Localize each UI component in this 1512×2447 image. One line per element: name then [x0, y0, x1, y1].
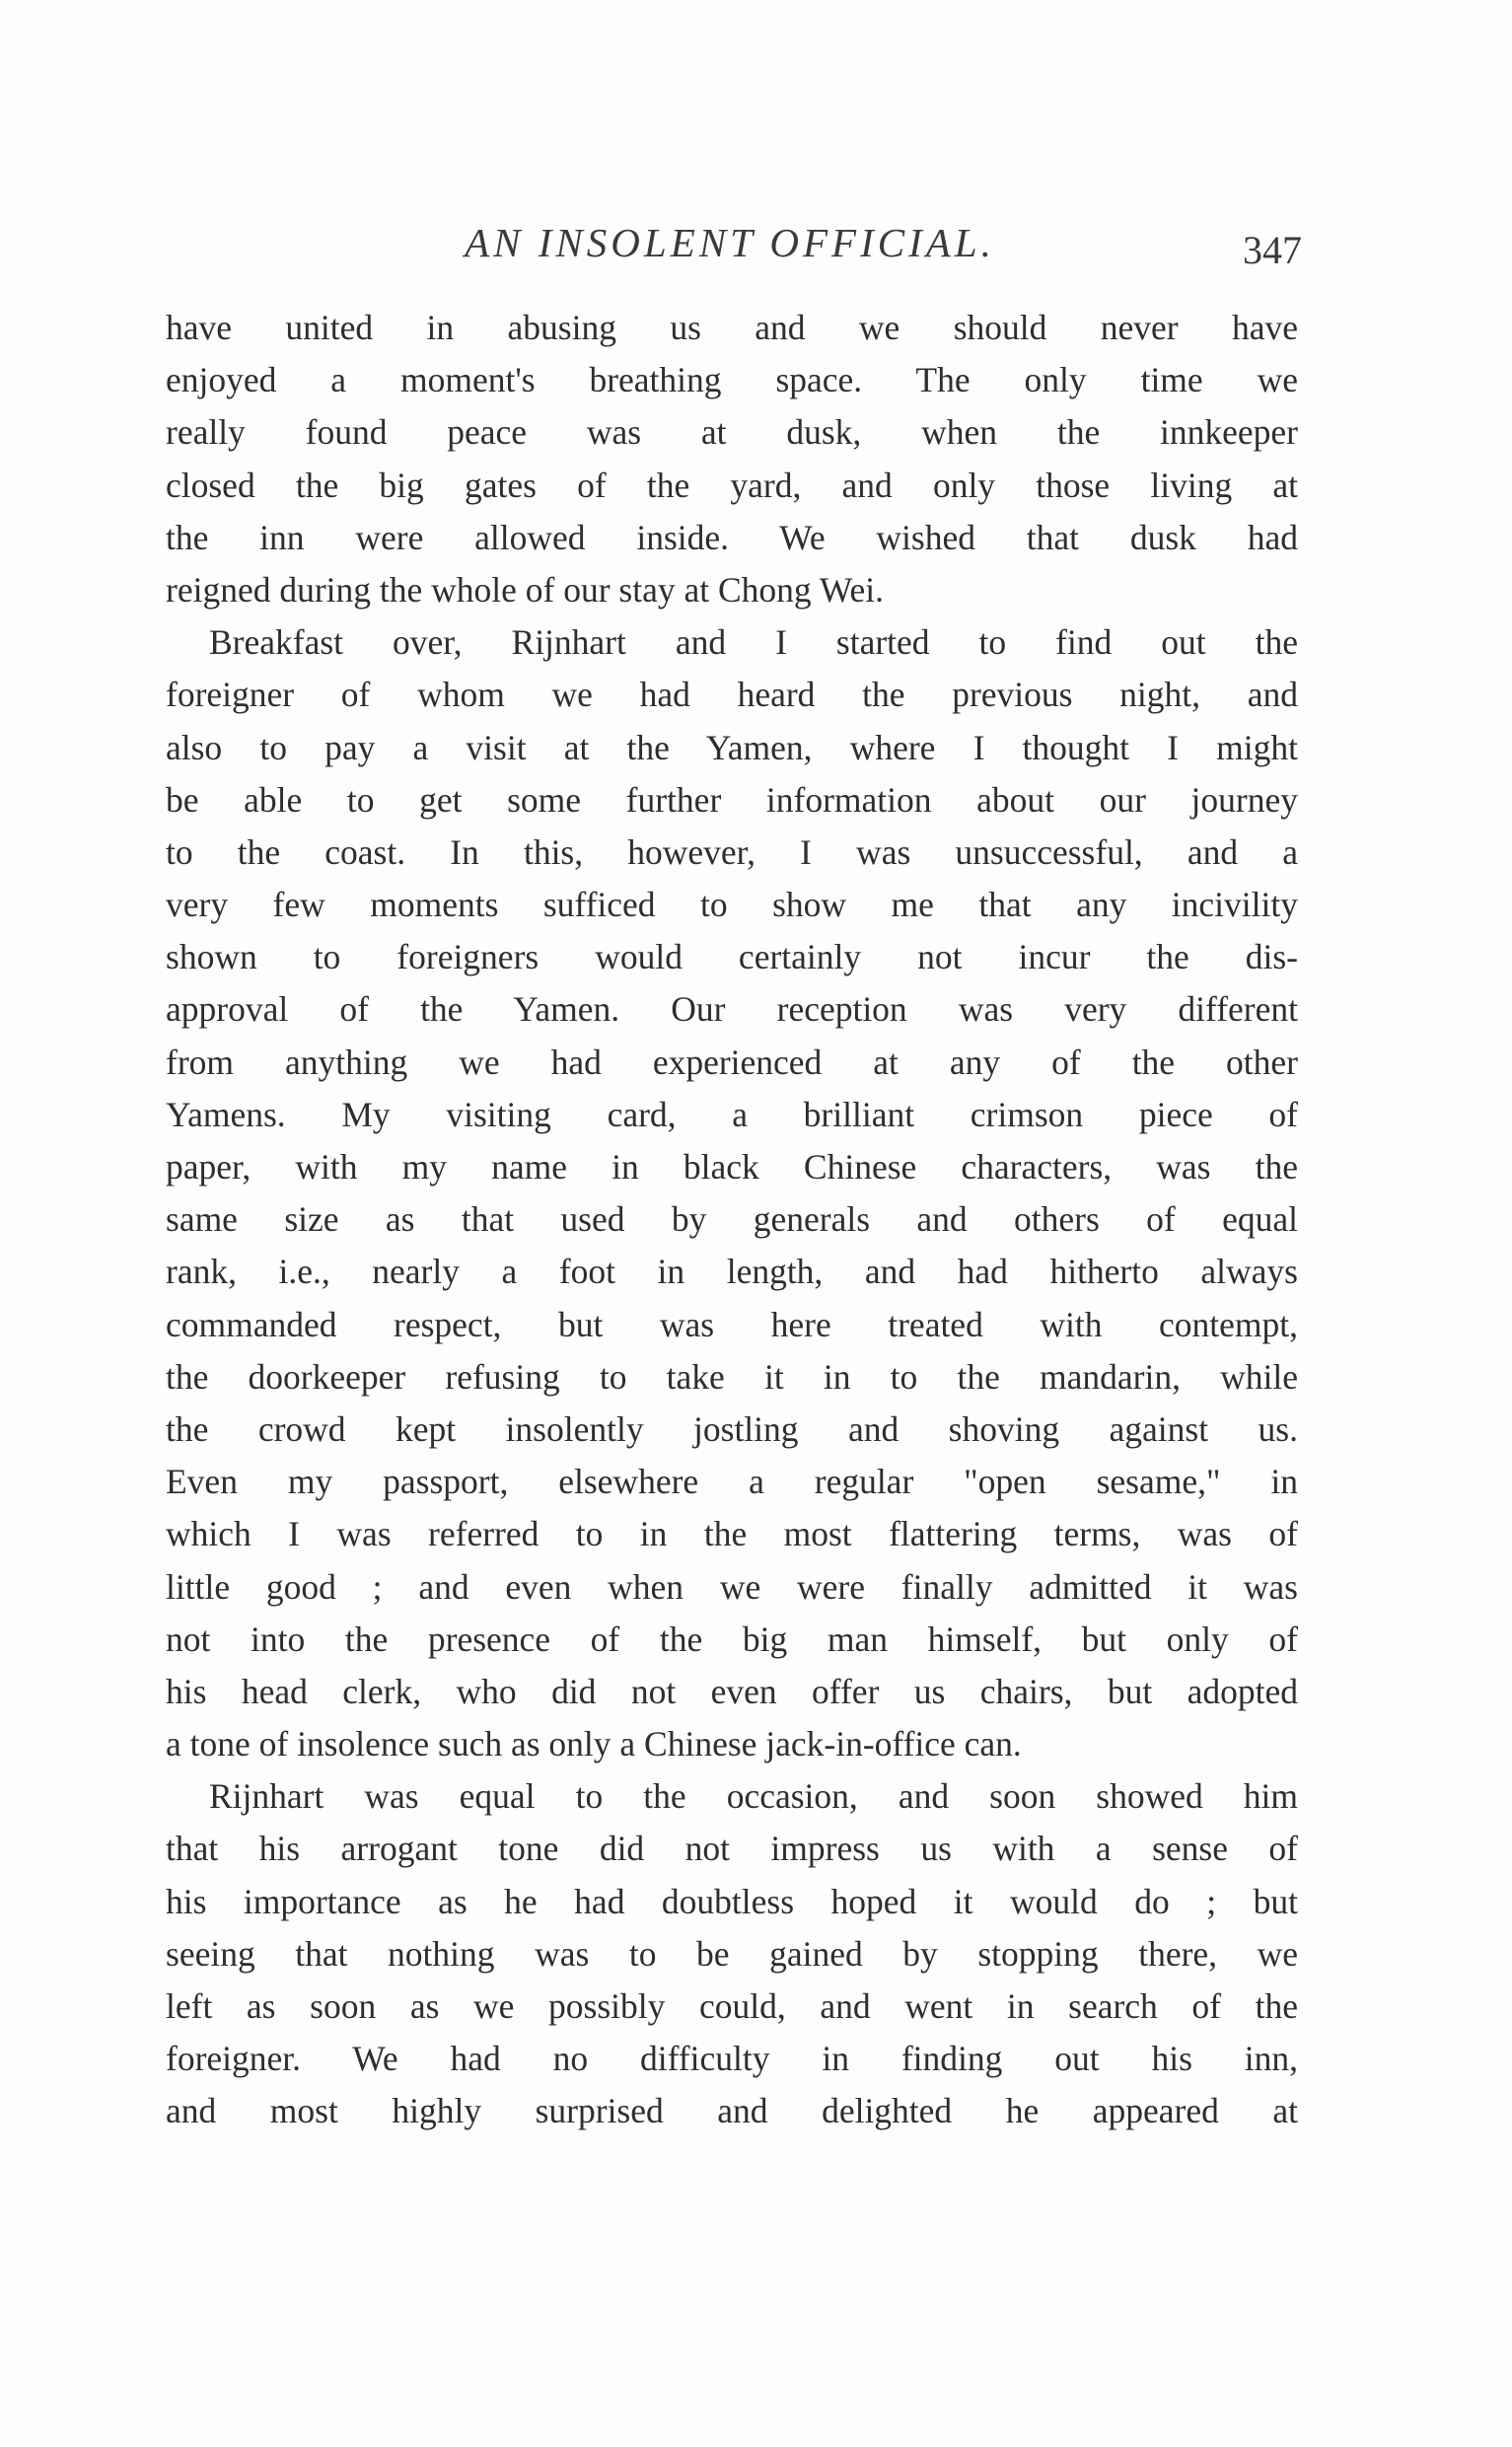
text-line: the doorkeeper refusing to take it in to the mandarin, while — [166, 1356, 1298, 1397]
text-line: little good ; and even when we were finally admitted it was — [166, 1566, 1298, 1607]
text-line: his head clerk, who did not even offer us chairs, but adopted — [166, 1671, 1298, 1711]
text-line: from anything we had experienced at any of the other — [166, 1042, 1298, 1082]
text-line: a tone of insolence such as only a Chinese jack-in-office can. — [166, 1724, 1022, 1764]
text-line: shown to foreigners would certainly not incur the dis- — [166, 937, 1298, 977]
text-line: very few moments sufficed to show me that any incivility — [166, 885, 1298, 925]
text-line: his importance as he had doubtless hoped it would do ; but — [166, 1881, 1298, 1921]
text-line: commanded respect, but was here treated with contempt, — [166, 1304, 1298, 1344]
text-line: Even my passport, elsewhere a regular "open sesame," in — [166, 1462, 1298, 1502]
paragraph-start-line: Breakfast over, Rijnhart and I started to find out the — [209, 622, 1298, 663]
text-line: foreigner of whom we had heard the previous night, and — [166, 675, 1298, 715]
text-line: the inn were allowed inside. We wished that dusk had — [166, 517, 1298, 557]
text-line: foreigner. We had no difficulty in finding out his inn, — [166, 2039, 1298, 2079]
text-line: enjoyed a moment's breathing space. The only time we — [166, 360, 1298, 400]
text-line: not into the presence of the big man himself, but only of — [166, 1619, 1298, 1659]
text-line: have united in abusing us and we should never have — [166, 308, 1298, 347]
page-number: 347 — [1243, 228, 1302, 272]
text-line: same size as that used by generals and others of equal — [166, 1199, 1298, 1240]
text-line: really found peace was at dusk, when the innkeeper — [166, 412, 1298, 453]
text-line: paper, with my name in black Chinese characters, was the — [166, 1147, 1298, 1187]
running-head — [158, 219, 1302, 278]
text-line: which I was referred to in the most flattering terms, was of — [166, 1514, 1298, 1554]
text-line: rank, i.e., nearly a foot in length, and had hitherto always — [166, 1252, 1298, 1292]
text-line: closed the big gates of the yard, and only those living at — [166, 465, 1298, 505]
text-line: also to pay a visit at the Yamen, where I thought I might — [166, 727, 1298, 767]
text-line: that his arrogant tone did not impress us with a sense of — [166, 1829, 1298, 1869]
text-line: the crowd kept insolently jostling and shoving against us. — [166, 1408, 1298, 1449]
text-line: Yamens. My visiting card, a brilliant crimson piece of — [166, 1094, 1298, 1134]
body-text — [166, 302, 1298, 2138]
text-line: to the coast. In this, however, I was unsuccessful, and a — [166, 831, 1298, 872]
text-line: approval of the Yamen. Our reception was very different — [166, 989, 1298, 1030]
text-line: and most highly surprised and delighted he appeared at — [166, 2091, 1298, 2131]
text-line: be able to get some further information about our journey — [166, 779, 1298, 820]
text-line: reigned during the whole of our stay at Chong Wei. — [166, 569, 885, 610]
text-line: left as soon as we possibly could, and went in search of the — [166, 1986, 1298, 2026]
text-line: seeing that nothing was to be gained by stopping there, we — [166, 1933, 1298, 1974]
paragraph-start-line: Rijnhart was equal to the occasion, and soon showed him — [209, 1776, 1298, 1817]
running-title: AN INSOLENT OFFICIAL. — [465, 220, 995, 265]
